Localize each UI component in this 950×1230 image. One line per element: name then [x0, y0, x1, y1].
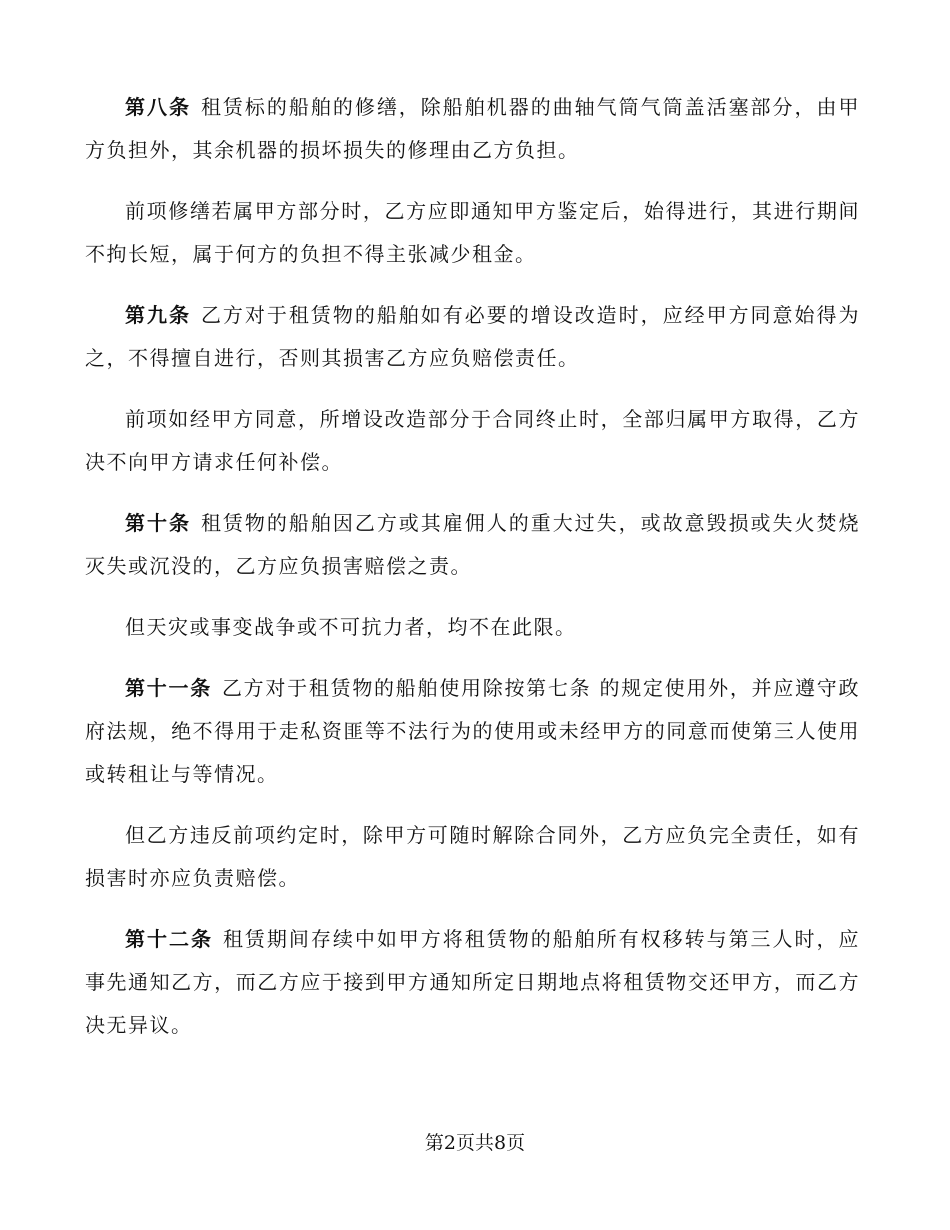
document-body — [85, 86, 860, 1065]
clause-12-paragraph — [85, 918, 860, 1047]
clause-10-sub-paragraph — [85, 606, 860, 649]
clause-9-sub-paragraph — [85, 398, 860, 484]
clause-text: 乙方对于租赁物的船舶使用除按第七条 的规定使用外，并应遵守政府法规，绝不得用于走私资匪等不法行为的使用或未经甲方的同意而使第三人使用或转租让与等情况。 — [85, 676, 861, 786]
clause-number: 第八条 — [125, 95, 191, 119]
paragraph-text: 前项修缮若属甲方部分时，乙方应即通知甲方鉴定后，始得进行，其进行期间不拘长短，属于何方的负担不得主张减少租金。 — [85, 199, 860, 266]
clause-number: 第十条 — [125, 511, 191, 535]
clause-text: 租赁物的船舶因乙方或其雇佣人的重大过失，或故意毁损或失火焚烧灭失或沉没的，乙方应负损害赔偿之责。 — [85, 511, 860, 578]
paragraph-text: 但天灾或事变战争或不可抗力者，均不在此限。 — [125, 615, 577, 639]
clause-11-paragraph — [85, 667, 860, 796]
clause-text: 租赁标的船舶的修缮，除船舶机器的曲轴气筒气筒盖活塞部分，由甲方负担外，其余机器的损坏损失的修理由乙方负担。 — [85, 95, 860, 162]
paragraph-text: 前项如经甲方同意，所增设改造部分于合同终止时，全部归属甲方取得，乙方决不向甲方请求任何补偿。 — [85, 407, 860, 474]
clause-number: 第十一条 — [125, 676, 212, 700]
clause-8-sub-paragraph — [85, 190, 860, 276]
clause-number: 第九条 — [125, 303, 191, 327]
clause-text: 乙方对于租赁物的船舶如有必要的增设改造时，应经甲方同意始得为之，不得擅自进行，否则其损害乙方应负赔偿责任。 — [85, 303, 860, 370]
clause-number: 第十二条 — [125, 927, 213, 951]
clause-11-sub-paragraph — [85, 814, 860, 900]
clause-text: 租赁期间存续中如甲方将租赁物的船舶所有权移转与第三人时，应事先通知乙方，而乙方应于接到甲方通知所定日期地点将租赁物交还甲方，而乙方决无异议。 — [85, 927, 860, 1037]
clause-8-paragraph — [85, 86, 860, 172]
page-number-footer: 第2页共8页 — [424, 1132, 526, 1154]
paragraph-text: 但乙方违反前项约定时，除甲方可随时解除合同外，乙方应负完全责任，如有损害时亦应负责赔偿。 — [85, 823, 860, 890]
clause-9-paragraph — [85, 294, 860, 380]
clause-10-paragraph — [85, 502, 860, 588]
